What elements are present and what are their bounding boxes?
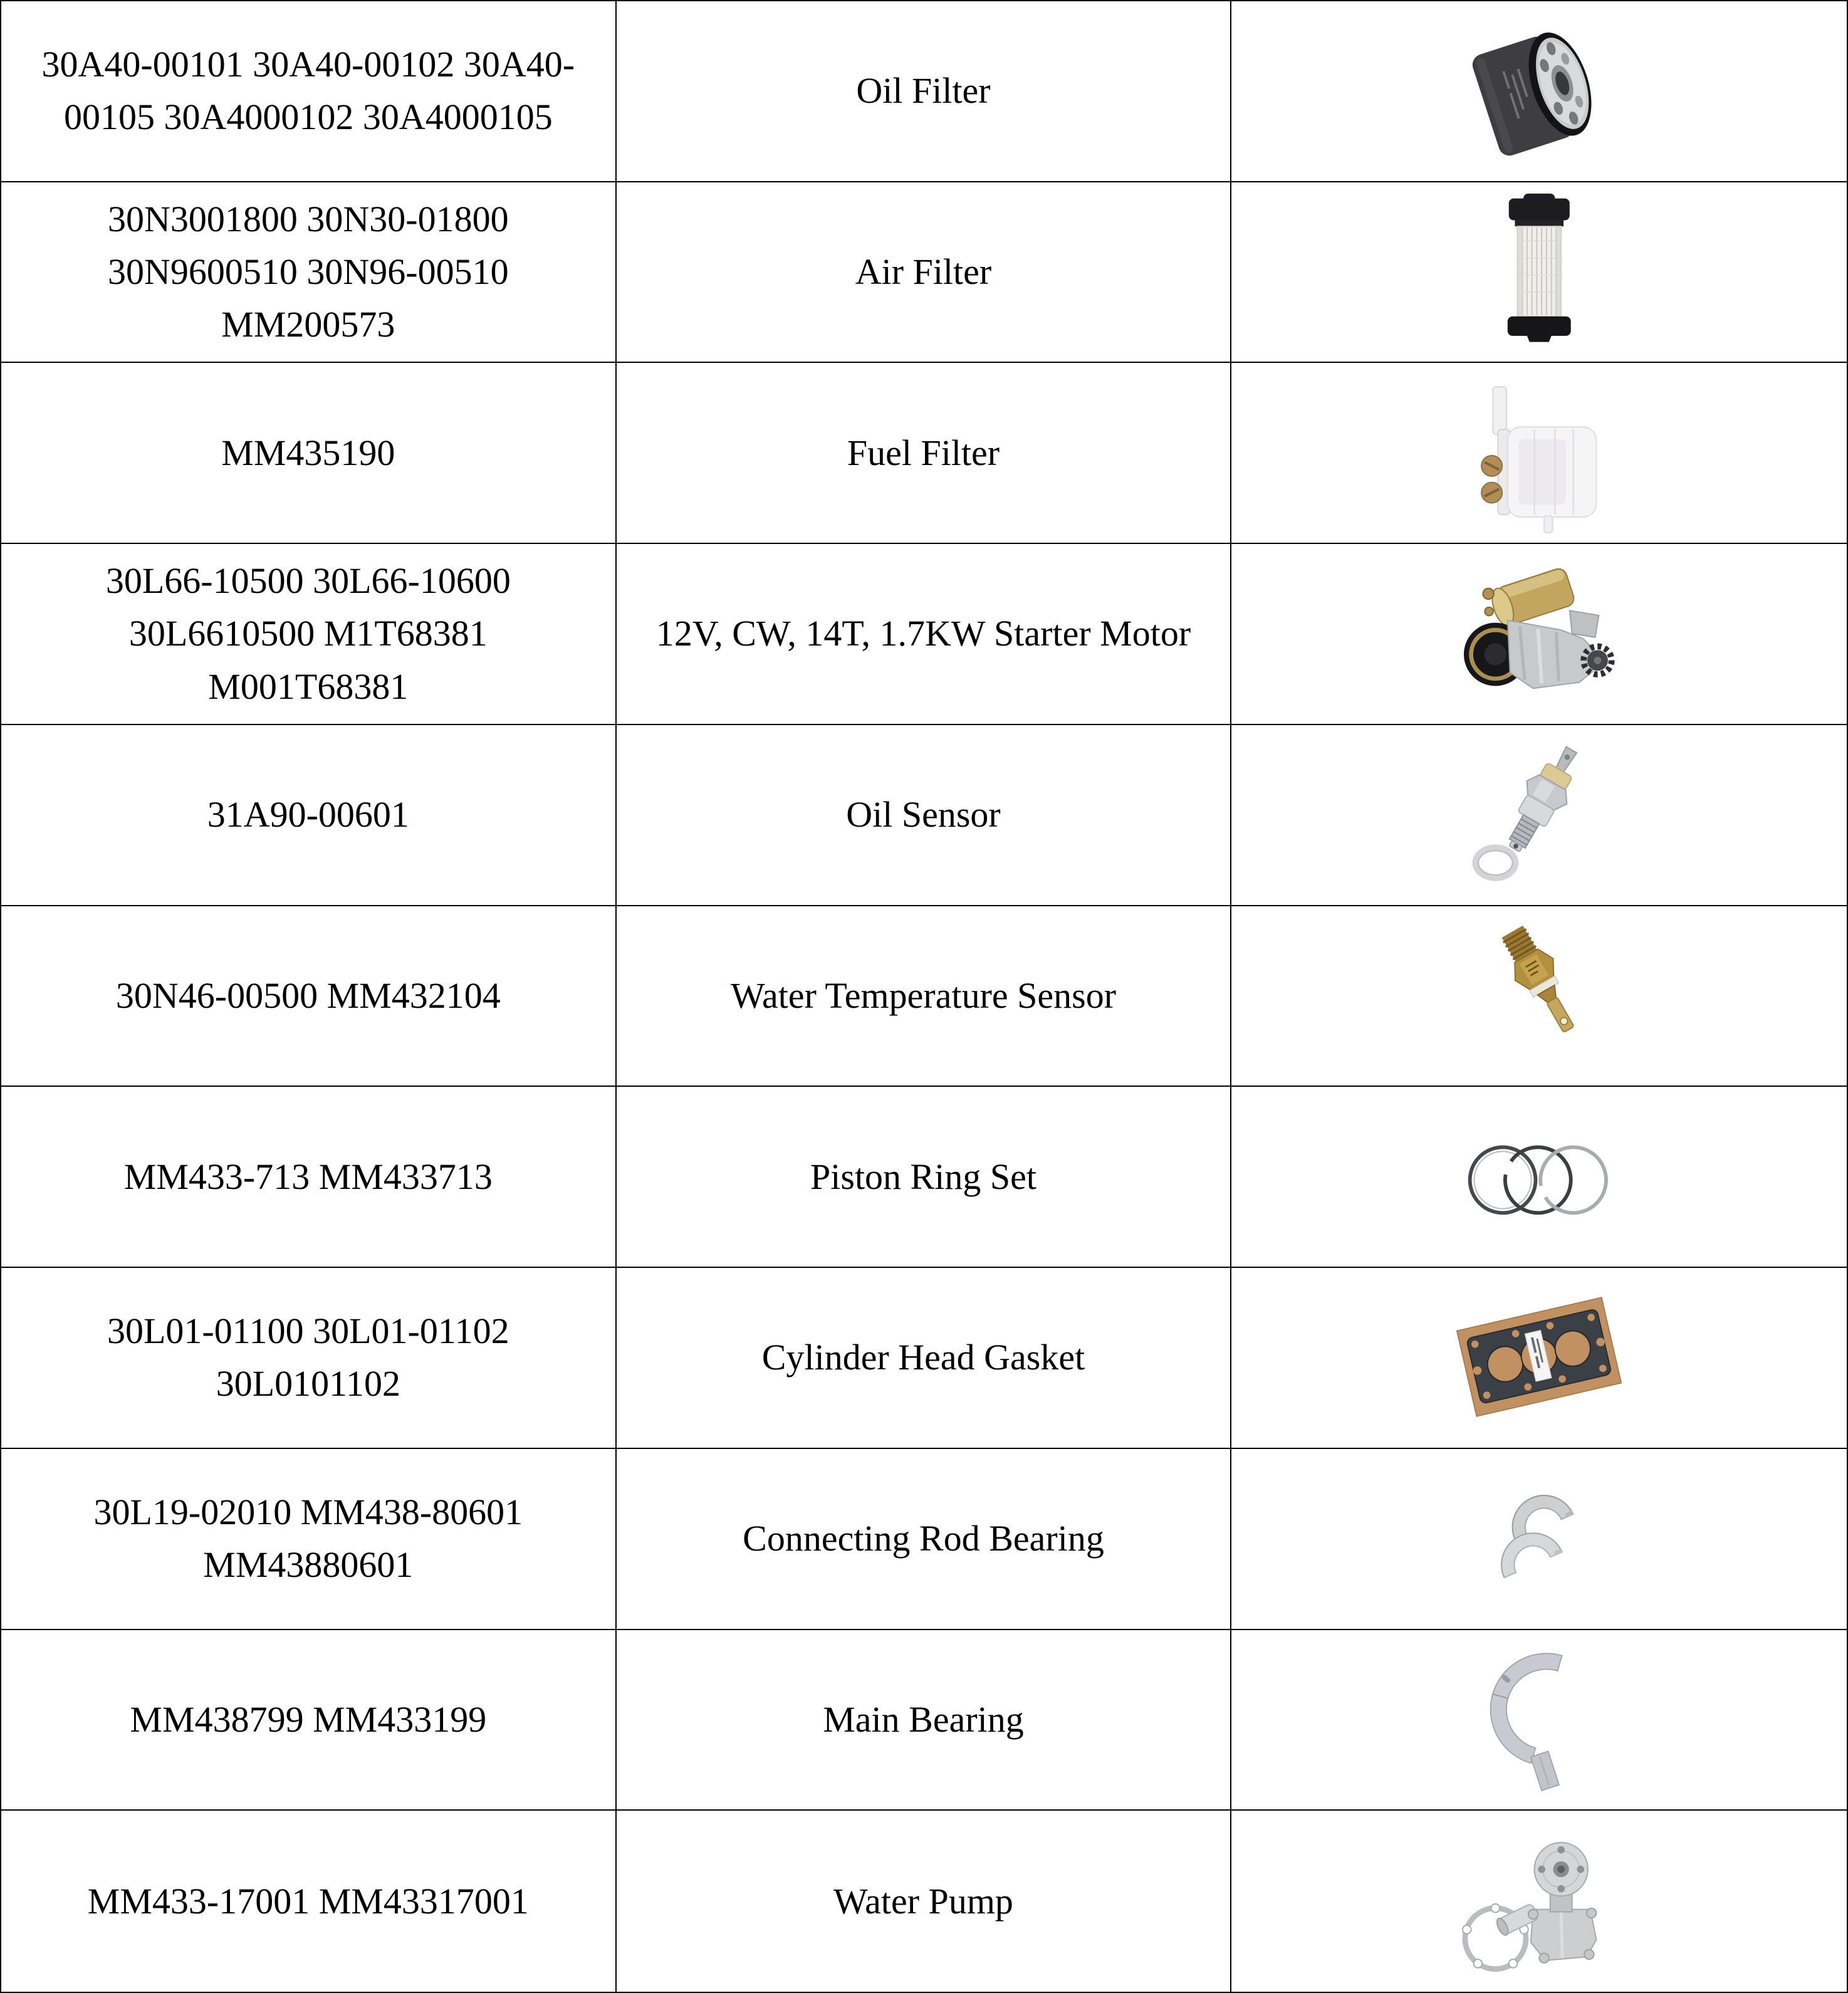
part-numbers-cell: [1, 1087, 617, 1268]
part-name: Water Temperature Sensor: [730, 975, 1117, 1016]
part-numbers-cell: [1, 182, 617, 364]
part-name: Connecting Rod Bearing: [743, 1518, 1104, 1559]
product-image-cell: [1231, 1811, 1847, 1992]
part-numbers-cell: [1, 1449, 617, 1630]
part-name: Fuel Filter: [847, 432, 1000, 473]
part-numbers: 30A40-00101 30A40-00102 30A40-00105 30A4000102 30A4000105: [41, 44, 575, 138]
part-name: 12V, CW, 14T, 1.7KW Starter Motor: [655, 613, 1191, 654]
part-numbers: MM433-713 MM433713: [123, 1156, 493, 1197]
part-name-cell: [617, 363, 1232, 544]
part-name: Air Filter: [855, 251, 992, 293]
fuel-filter-image: [1442, 371, 1637, 535]
part-numbers: MM433-17001 MM43317001: [87, 1880, 529, 1922]
starter-motor-image: [1442, 552, 1637, 716]
oil-sensor-image: [1442, 733, 1637, 897]
cylinder-head-gasket-image: [1442, 1275, 1637, 1440]
part-numbers: MM435190: [221, 432, 395, 473]
part-name-cell: [617, 1, 1232, 182]
part-numbers-cell: [1, 725, 617, 906]
part-numbers-cell: [1, 1811, 617, 1992]
part-name: Cylinder Head Gasket: [761, 1337, 1085, 1378]
product-image-cell: [1231, 1630, 1847, 1811]
product-image-cell: [1231, 544, 1847, 725]
part-name-cell: [617, 1268, 1232, 1449]
part-numbers-cell: [1, 1630, 617, 1811]
part-numbers-cell: [1, 1268, 617, 1449]
part-numbers: 30L19-02010 MM438-80601 MM43880601: [93, 1492, 523, 1586]
part-numbers: 30N46-00500 MM432104: [115, 975, 501, 1016]
part-name-cell: [617, 1087, 1232, 1268]
oil-filter-image: [1442, 9, 1637, 173]
product-image-cell: [1231, 725, 1847, 906]
part-name-cell: [617, 182, 1232, 364]
part-name-cell: [617, 1811, 1232, 1992]
part-numbers-cell: [1, 1, 617, 182]
part-numbers: 31A90-00601: [207, 794, 409, 835]
part-numbers: 30L01-01100 30L01-01102 30L0101102: [107, 1310, 509, 1405]
part-name: Water Pump: [833, 1880, 1013, 1922]
water-temperature-sensor-image: [1442, 914, 1637, 1078]
part-name: Oil Filter: [856, 70, 991, 112]
product-image-cell: [1231, 1449, 1847, 1630]
part-numbers: MM438799 MM433199: [130, 1698, 487, 1740]
part-name-cell: [617, 725, 1232, 906]
air-filter-image: [1442, 190, 1637, 354]
part-name-cell: [617, 1630, 1232, 1811]
part-numbers-cell: [1, 906, 617, 1087]
connecting-rod-bearing-image: [1442, 1457, 1637, 1621]
part-numbers: 30L66-10500 30L66-10600 30L6610500 M1T68381 M001T68381: [105, 560, 511, 707]
part-numbers-cell: [1, 363, 617, 544]
water-pump-image: [1442, 1819, 1637, 1984]
piston-ring-set-image: [1442, 1095, 1637, 1259]
part-numbers: 30N3001800 30N30-01800 30N9600510 30N96-00510 MM200573: [108, 198, 509, 345]
product-image-cell: [1231, 1, 1847, 182]
part-name-cell: [617, 1449, 1232, 1630]
part-name: Oil Sensor: [846, 794, 1001, 835]
part-name-cell: [617, 544, 1232, 725]
part-name: Main Bearing: [823, 1698, 1024, 1740]
product-image-cell: [1231, 182, 1847, 364]
part-name-cell: [617, 906, 1232, 1087]
main-bearing-image: [1442, 1638, 1637, 1802]
product-image-cell: [1231, 906, 1847, 1087]
product-image-cell: [1231, 1268, 1847, 1449]
part-name: Piston Ring Set: [810, 1156, 1036, 1197]
product-image-cell: [1231, 363, 1847, 544]
product-image-cell: [1231, 1087, 1847, 1268]
part-numbers-cell: [1, 544, 617, 725]
